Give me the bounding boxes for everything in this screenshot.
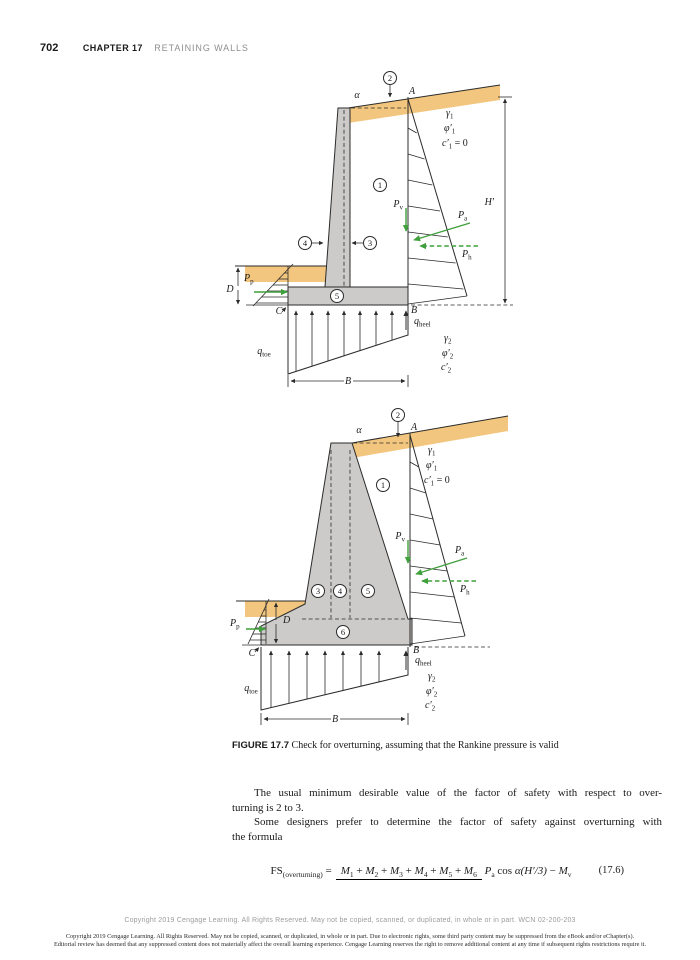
equation-body <box>232 850 662 894</box>
figure-caption-text: Check for overturning, assuming that the Rankine pressure is valid <box>291 740 559 751</box>
svg-text:6: 6 <box>340 627 346 637</box>
label-phi2: $\varphi'_2$ <box>442 348 454 361</box>
label-c2: $c'_2$ <box>441 362 452 375</box>
svg-text:4: 4 <box>302 238 308 248</box>
equation-lhs: $FS_{(overturning)}$ = <box>270 864 332 880</box>
svg-text:2: 2 <box>387 73 393 83</box>
bearing-pressure-diagram <box>282 305 408 374</box>
D-dimension <box>225 268 238 304</box>
figure-caption-label: FIGURE 17.7 <box>232 740 290 751</box>
active-pressure-diagram <box>410 433 465 647</box>
pressure-hatch-lines <box>408 128 463 289</box>
svg-text:3: 3 <box>367 238 373 248</box>
label-D: D <box>283 615 291 626</box>
pressure-hatch-lines <box>410 462 461 623</box>
page-number: 702 <box>40 42 59 54</box>
label-Ph: $P_h$ <box>462 249 472 262</box>
label-phi1: $\varphi'_1$ <box>444 123 456 136</box>
label-gamma2: $\gamma_2$ <box>428 671 436 684</box>
label-H-prime: H′ <box>484 197 494 208</box>
diagram-gravity-wall <box>222 404 522 739</box>
bearing-pressure-diagram <box>255 647 408 710</box>
H-dimension <box>484 97 512 303</box>
label-gamma1: $\gamma_1$ <box>446 108 454 121</box>
label-point-B: B <box>413 645 420 656</box>
label-q-heel: $q_{heel}$ <box>415 655 432 668</box>
svg-text:4: 4 <box>337 586 343 596</box>
B-dimension <box>288 375 408 387</box>
label-Pv: $P_v$ <box>395 531 405 544</box>
label-Ph: $P_h$ <box>460 584 470 597</box>
body-line: The usual minimum desirable value of the factor of safety with respect to over- <box>254 787 662 799</box>
label-B-dim: B <box>331 714 339 725</box>
chapter-title: RETAINING WALLS <box>154 43 249 53</box>
diagram-labels <box>243 86 472 375</box>
label-Pa: $P_a$ <box>455 545 465 558</box>
equation-number: (17.6) <box>598 865 624 876</box>
equation-denominator: $P_a$ $\cos \alpha(H'/3) - M_v$ <box>484 864 572 880</box>
body-line: turning is 2 to 3. <box>232 801 304 814</box>
label-Pp: $P_p$ <box>230 618 240 631</box>
label-phi1: $\varphi'_1$ <box>426 460 438 473</box>
page-header <box>40 38 249 56</box>
label-Pv: $P_v$ <box>393 199 403 212</box>
label-c1: $c'_1 = 0$ <box>424 475 450 488</box>
label-Pa: $P_a$ <box>458 210 468 223</box>
backfill-surface-band <box>348 85 500 123</box>
diagram-cantilever-wall <box>222 68 522 403</box>
label-B-dim: B <box>344 376 352 387</box>
copyright-fine-line-1: Copyright 2019 Cengage Learning. All Rights Reserved. May not be copied, scanned, or duplicated, in whole or in part. Due to electronic rights, some third party content may be suppressed from the eBook and/or eChapter(s). <box>65 933 635 940</box>
label-gamma1: $\gamma_1$ <box>428 445 436 458</box>
label-D: D <box>226 284 234 295</box>
copyright-fine-line-2: Editorial review has deemed that any suppressed content does not materially affect the overall learning experience. Cengage Learning reserves the right to remove additional content at any time if subsequent rights restrictions require it. <box>53 941 647 949</box>
equation-fraction <box>336 865 572 879</box>
label-point-B: B <box>411 305 418 316</box>
svg-text:5: 5 <box>334 291 340 301</box>
body-line: the formula <box>232 830 283 843</box>
figure-caption <box>232 740 668 751</box>
label-q-toe: $q_{toe}$ <box>257 346 271 359</box>
wall-base-slab <box>288 287 408 305</box>
svg-text:3: 3 <box>315 586 321 596</box>
label-c1: $c'_1 = 0$ <box>442 138 468 151</box>
svg-text:1: 1 <box>377 180 383 190</box>
label-alpha: α <box>354 90 360 101</box>
body-line: Some designers prefer to determine the factor of safety against overturning with <box>254 816 662 829</box>
label-alpha: α <box>356 425 362 436</box>
chapter-label: CHAPTER 17 <box>82 43 143 53</box>
label-c2: $c'_2$ <box>425 700 436 713</box>
label-Pp: $P_p$ <box>244 273 254 286</box>
svg-text:2: 2 <box>395 410 401 420</box>
label-point-C: C <box>248 648 256 659</box>
label-point-C: C <box>275 306 283 317</box>
svg-text:5: 5 <box>365 586 371 596</box>
label-q-toe: $q_{toe}$ <box>244 683 258 696</box>
label-point-A: A <box>408 86 416 97</box>
svg-text:1: 1 <box>380 480 386 490</box>
equation-numerator: $M_1 + M_2 + M_3 + M_4 + M_5 + M_6$ <box>336 865 482 880</box>
label-q-heel: $q_{heel}$ <box>414 316 431 329</box>
B-dimension <box>261 713 408 725</box>
copyright-fine-print <box>6 933 694 949</box>
copyright-line-gray: Copyright 2019 Cengage Learning. All Rights Reserved. May not be copied, scanned, or duplicated, in whole or in part. WCN 02-200-203 <box>124 917 576 924</box>
equation-17-6 <box>232 850 662 894</box>
wall-stem <box>325 108 350 287</box>
body-paragraphs <box>232 786 662 844</box>
label-phi2: $\varphi'_2$ <box>426 686 438 699</box>
active-pressure-diagram <box>408 97 467 307</box>
label-point-A: A <box>410 422 418 433</box>
label-gamma2: $\gamma_2$ <box>444 333 452 346</box>
